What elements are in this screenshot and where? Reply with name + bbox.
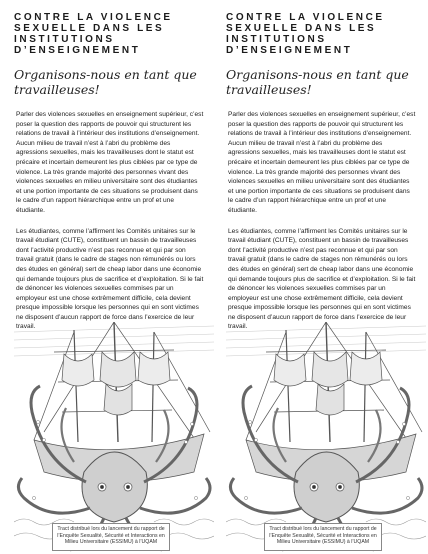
flyer-subtitle: Organisons-nous en tant que travailleuses! [14, 67, 197, 97]
flyer-paragraph-2: Les étudiantes, comme l’affirment les Comités unitaires sur le travail étudiant (CUTE), constituent un bassin de travailleuses dont l’activité productive n’est pas reconnue et qui par son travail gratuit (dans le cadre de stages non rémunérés ou lors des études en général) sert de cheap labor dans une économie qui demande toujours plus de sacrifice et d’exploitation. Si le fait de dénoncer les violences sexuelles commises par un employeur est une chose extrêmement difficile, cela devient presque impossible lorsque les personnes qui en sont victimes ne disposent d’aucun rapport de force dans l’exercice de leur travail. [228, 227, 416, 331]
flyer-caption: Tract distribué lors du lancement du rapport de l’Enquête Sexualité, Sécurité et Interactions en Milieu Universitaire (ESSIMU) à l’UQAM [52, 523, 170, 551]
kraken-illustration [14, 322, 214, 554]
flyer-right [226, 0, 426, 554]
flyer-left [14, 0, 214, 554]
flyer-headline: CONTRE LA VIOLENCE SEXUELLE DANS LES INSTITUTIONS D’ENSEIGNEMENT [226, 12, 385, 56]
flyer-body [16, 110, 204, 343]
flyer-subtitle: Organisons-nous en tant que travailleuses! [226, 67, 409, 97]
flyer-body [228, 110, 416, 343]
flyer-paragraph-1: Parler des violences sexuelles en enseignement supérieur, c’est poser la question des rapports de pouvoir qui structurent les relations de travail à l’intérieur des institutions d’enseignement. Aucun milieu de travail n’est à l’abri du problème des agressions sexuelles, mais les travailleuses dont le statut est précaire et incertain demeurent les plus ciblées par ce type de violence. La très grande majorité des personnes vivant des violences sexuelles en milieu universitaire sont des étudiantes et une portion importante de ces situations se produisent dans le cadre d’un rapport hiérarchique entre un prof et une étudiante. [228, 111, 416, 214]
flyer-paragraph-1: Parler des violences sexuelles en enseignement supérieur, c’est poser la question des rapports de pouvoir qui structurent les relations de travail à l’intérieur des institutions d’enseignement. Aucun milieu de travail n’est à l’abri du problème des agressions sexuelles, mais les travailleuses dont le statut est précaire et incertain demeurent les plus ciblées par ce type de violence. La très grande majorité des personnes vivant des violences sexuelles en milieu universitaire sont des étudiantes et une portion importante de ces situations se produisent dans le cadre d’un rapport hiérarchique entre un prof et une étudiante. [16, 111, 204, 214]
flyer-caption: Tract distribué lors du lancement du rapport de l’Enquête Sexualité, Sécurité et Interactions en Milieu Universitaire (ESSIMU) à l’UQAM [264, 523, 382, 551]
flyer-headline: CONTRE LA VIOLENCE SEXUELLE DANS LES INSTITUTIONS D’ENSEIGNEMENT [14, 12, 173, 56]
kraken-illustration [226, 322, 426, 554]
flyer-paragraph-2: Les étudiantes, comme l’affirment les Comités unitaires sur le travail étudiant (CUTE), constituent un bassin de travailleuses dont l’activité productive n’est pas reconnue et qui par son travail gratuit (dans le cadre de stages non rémunérés ou lors des études en général) sert de cheap labor dans une économie qui demande toujours plus de sacrifice et d’exploitation. Si le fait de dénoncer les violences sexuelles commises par un employeur est une chose extrêmement difficile, cela devient presque impossible lorsque les personnes qui en sont victimes ne disposent d’aucun rapport de force dans l’exercice de leur travail. [16, 227, 204, 331]
